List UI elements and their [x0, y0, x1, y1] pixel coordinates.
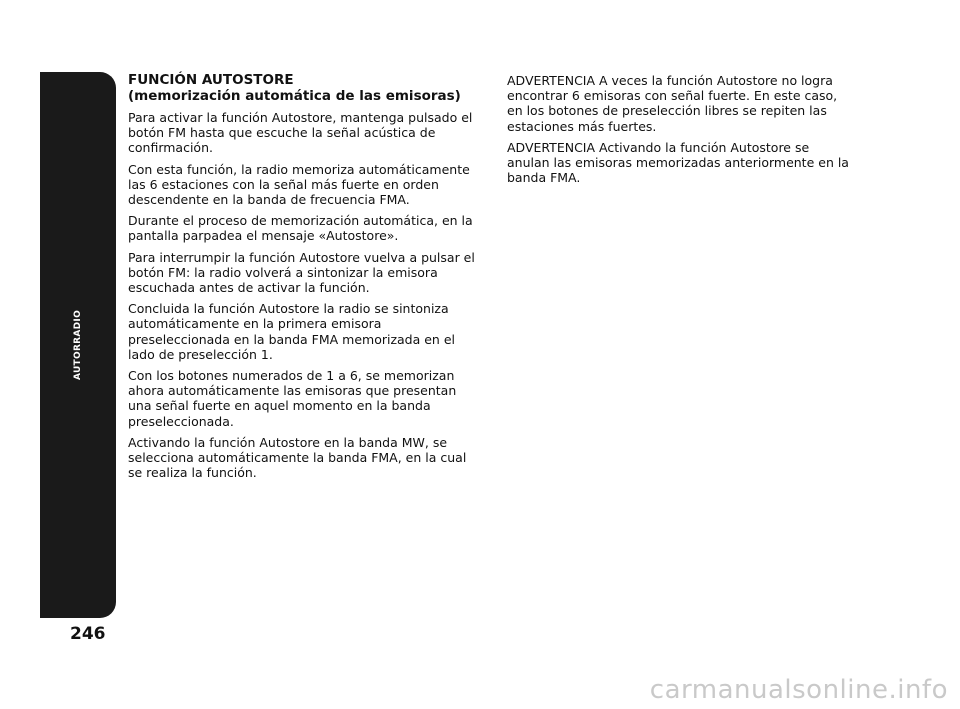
paragraph: Con esta función, la radio memoriza automáticamente las 6 estaciones con la señal más fuerte en orden descendente en la banda de frecuencia FMA.	[128, 161, 470, 208]
warning-paragraph: ADVERTENCIA Activando la función Autostore se anulan las emisoras memorizadas anteriormente en la banda FMA.	[507, 139, 849, 186]
heading-title: FUNCIÓN AUTOSTORE	[128, 72, 294, 88]
watermark-text: carmanualsonline.info	[649, 675, 948, 705]
right-column	[507, 73, 852, 191]
paragraph: Activando la función Autostore en la banda MW, se selecciona automáticamente la banda FMA, en la cual se realiza la función.	[128, 434, 467, 481]
section-heading	[128, 73, 480, 104]
warning-paragraph: ADVERTENCIA A veces la función Autostore no logra encontrar 6 emisoras con señal fuerte. En este caso, en los botones de preselección libres se repiten las estaciones más fuertes.	[507, 73, 838, 134]
left-column	[128, 73, 480, 486]
heading-subtitle: (memorización automática de las emisoras)	[128, 87, 461, 104]
paragraph: Para activar la función Autostore, mantenga pulsado el botón FM hasta que escuche la señal acústica de confirmación.	[128, 110, 473, 156]
paragraph: Concluida la función Autostore la radio se sintoniza automáticamente en la primera emisora preseleccionada en la banda FMA memorizada en el lado de preselección 1.	[128, 301, 455, 362]
page-number: 246	[70, 624, 106, 644]
paragraph: Con los botones numerados de 1 a 6, se memorizan ahora automáticamente las emisoras que presentan una señal fuerte en aquel momento en la banda preseleccionada.	[128, 368, 457, 429]
paragraph: Para interrumpir la función Autostore vuelva a pulsar el botón FM: la radio volverá a sintonizar la emisora escuchada antes de activar la función.	[128, 249, 475, 296]
section-label: AUTORRADIO	[73, 309, 83, 381]
paragraph: Durante el proceso de memorización automática, en la pantalla parpadea el mensaje «Autostore».	[128, 213, 473, 244]
